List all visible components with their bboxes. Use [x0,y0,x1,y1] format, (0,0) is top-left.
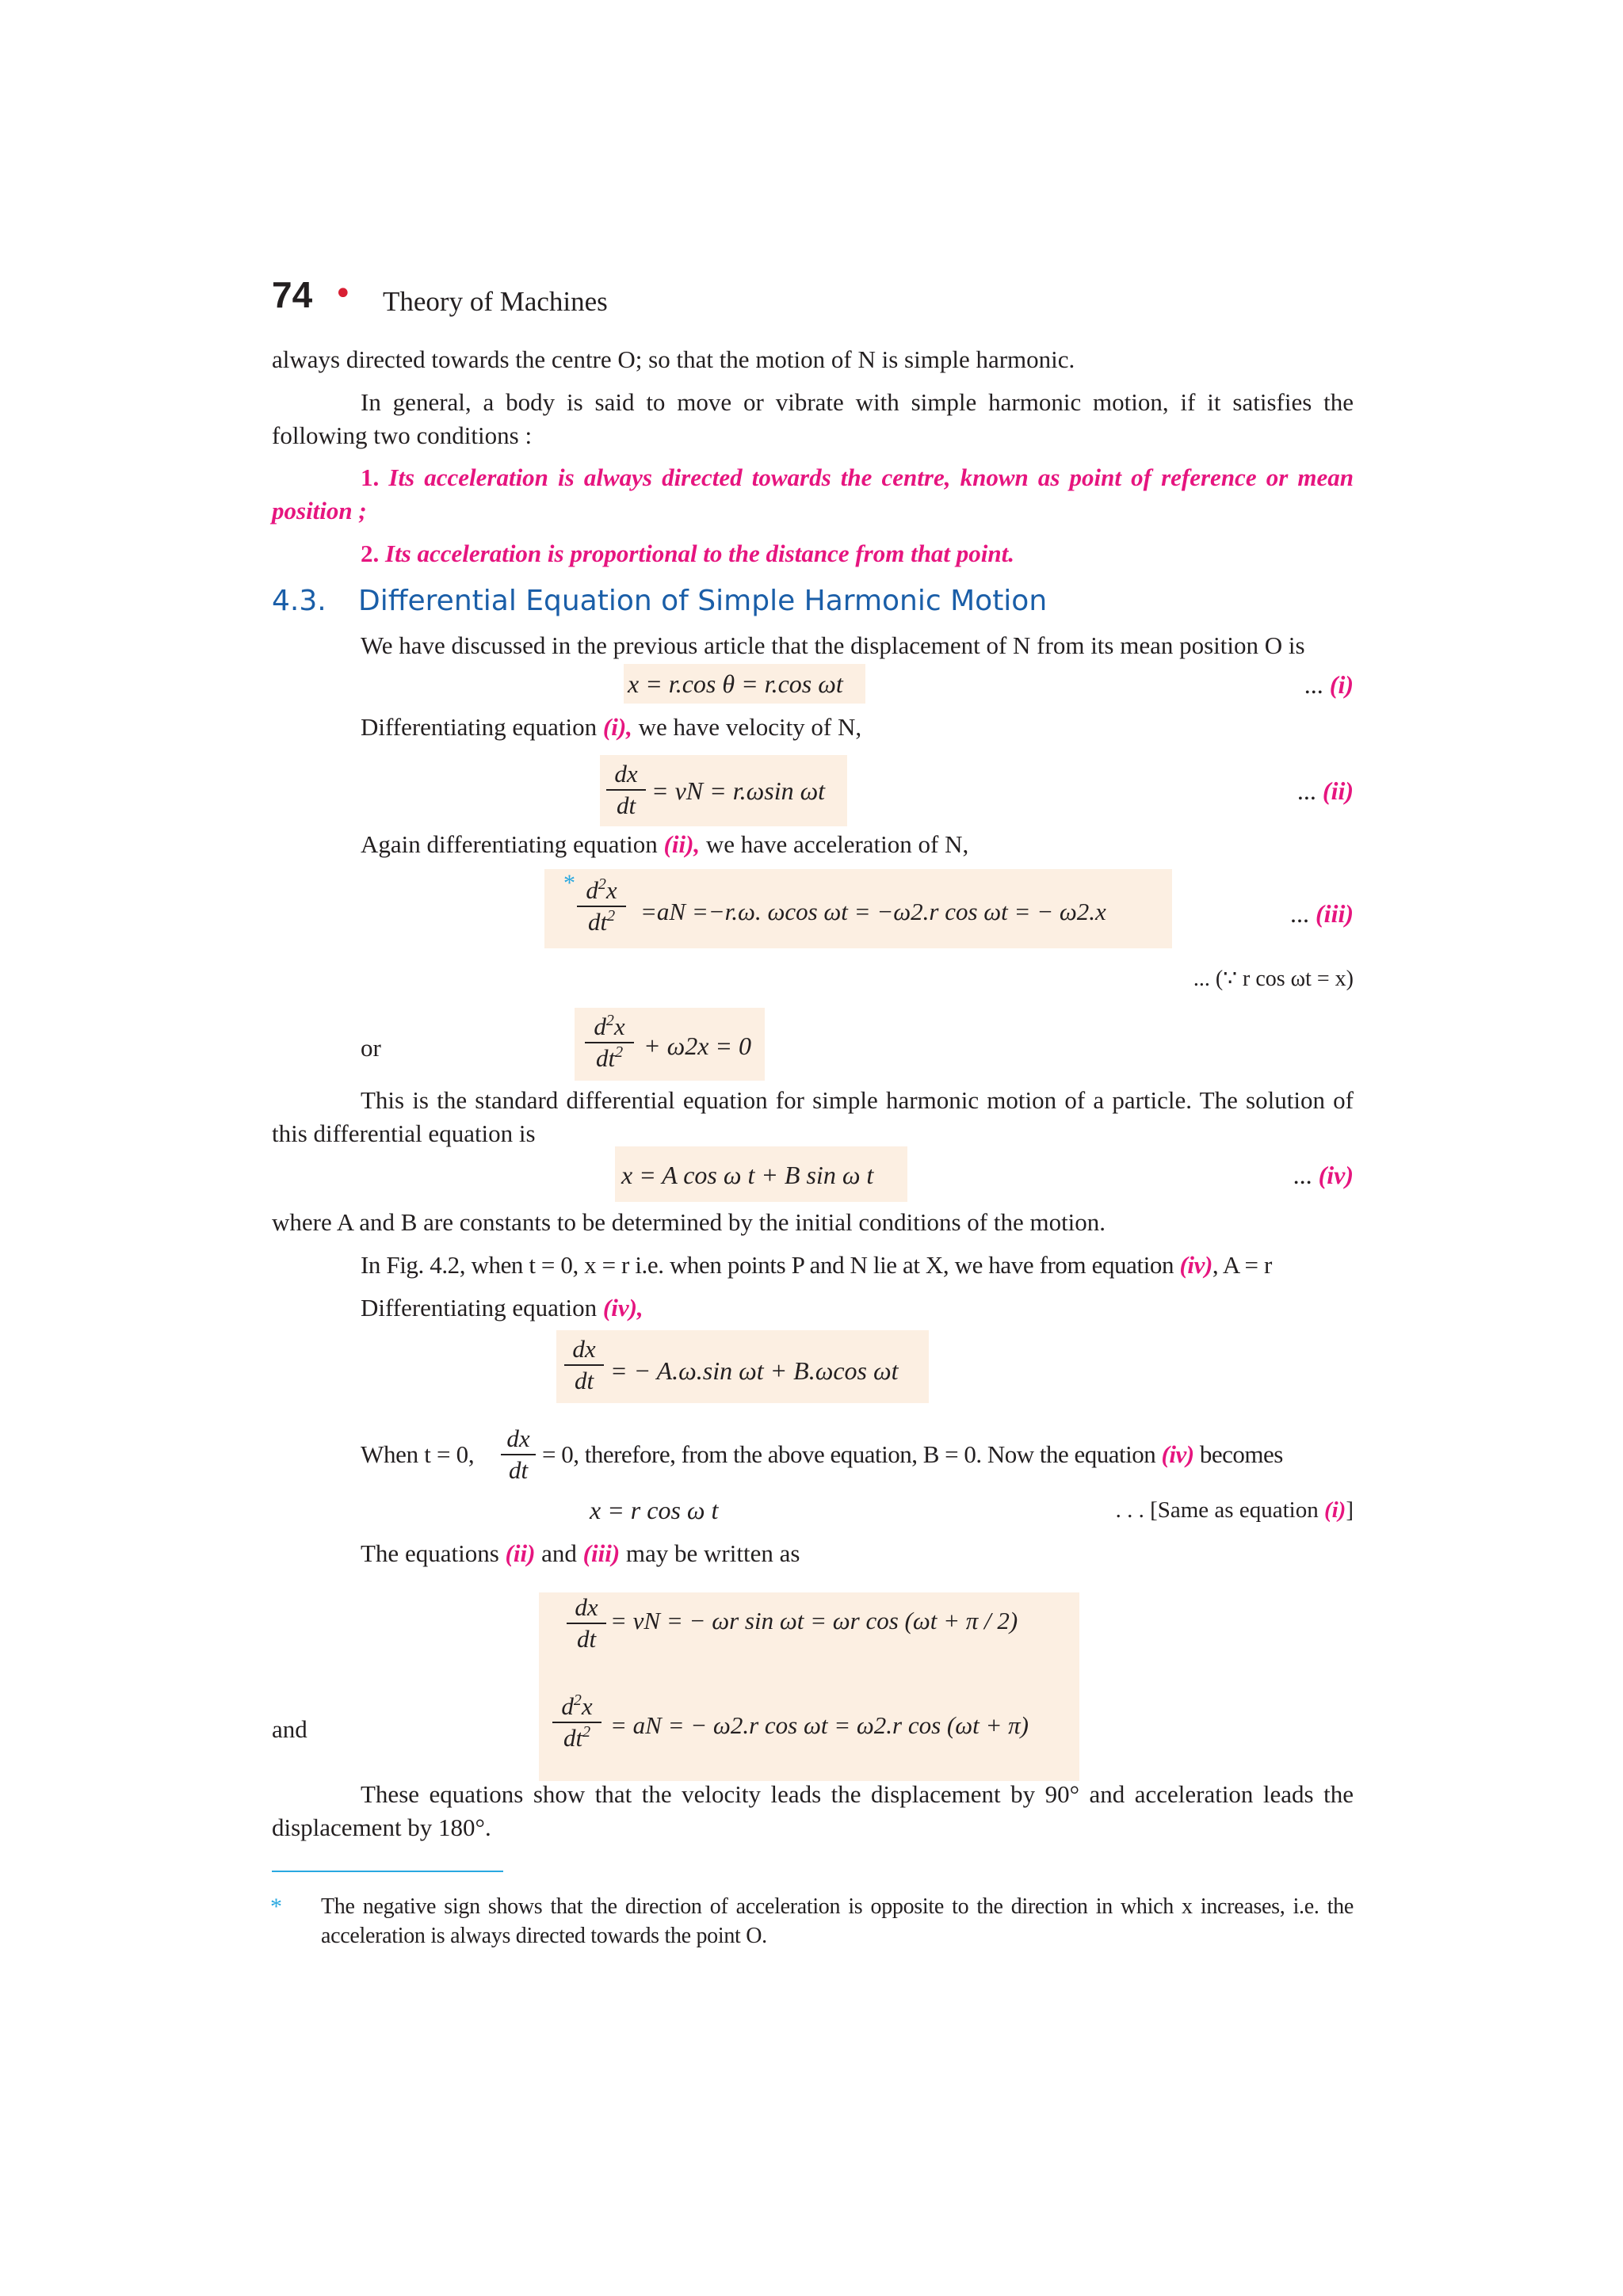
text: , A = r [1212,1251,1272,1279]
paragraph-acceleration [361,828,1354,861]
condition-1-text: Its acceleration is always directed towards the centre, known as point of reference or mean position ; [272,463,1354,524]
equation-ref: (ii), [663,830,701,858]
tag-label: (iv) [1318,1161,1354,1189]
condition-1-number: 1. [361,463,380,491]
intro-line: always directed towards the centre O; so that the motion of N is simple harmonic. [272,345,1075,373]
paragraph-when [361,1440,474,1469]
and-label: and [272,1715,307,1743]
paragraph-when-rest [542,1440,1283,1469]
text: ] [1346,1497,1354,1523]
footnote-star: * [563,870,575,896]
section-title: Differential Equation of Simple Harmonic Motion [358,585,1048,617]
paragraph-conclusion: These equations show that the velocity leads the displacement by 90° and acceleration leads the displacement by 180°. [272,1780,1354,1841]
equation-ref: (i), [602,713,632,741]
intro-paragraph: In general, a body is said to move or vibrate with simple harmonic motion, if it satisfies the following two conditions : [272,388,1354,449]
paragraph-velocity [361,711,1354,744]
equation-8-rhs: = vN = − ωr sin ωt = ωr cos (ωt + π / 2) [610,1607,1018,1634]
tag-label: (iii) [1316,899,1354,928]
condition-2 [272,537,1354,570]
fraction-bar [564,1364,604,1366]
paragraph-displacement: We have discussed in the previous article that the displacement of N from its mean position O is [361,631,1305,659]
fraction-bar [585,1042,634,1043]
equation-ref: (ii) [505,1539,536,1567]
derivative-fraction: dx dt [564,1334,604,1396]
text: The equations [361,1539,506,1567]
paragraph-solution: This is the standard differential equation for simple harmonic motion of a particle. The solution of this differential equation is [272,1086,1354,1147]
text: we have acceleration of N, [700,830,969,858]
text: Again differentiating equation [361,830,664,858]
derivative-fraction [606,759,646,821]
equation-7: x = r cos ω t [590,1496,719,1524]
or-label: or [361,1034,381,1062]
equation-ref: (iv), [602,1294,643,1322]
text: In Fig. 4.2, when t = 0, x = r i.e. when points P and N lie at X, we have from equation [361,1251,1180,1279]
equation-6-rhs: = − A.ω.sin ωt + B.ωcos ωt [610,1356,899,1385]
because-note: ... (∵ r cos ωt = x) [1193,967,1354,991]
equation-4-rhs: + ω2x = 0 [643,1032,751,1060]
tag-label: (i) [1329,670,1354,699]
derivative-fraction: dx dt [567,1592,606,1654]
equation-ref: (i) [1323,1497,1346,1523]
derivative-fraction: dx dt [501,1424,536,1486]
equation-1-tag [1304,670,1354,700]
condition-1 [272,461,1354,528]
equation-7-note [1116,1497,1354,1524]
equation-2-rhs: = vN = r.ωsin ωt [651,776,826,805]
equation-ref: (iv) [1161,1440,1194,1468]
numerator: dx [614,760,638,788]
text: When t = 0, [361,1440,475,1468]
footnote-text: The negative sign shows that the direction of acceleration is opposite to the direction in which x increases, i.e. the acceleration is always directed towards the point O. [321,1894,1354,1948]
fraction-bar [567,1623,606,1624]
equation-2-tag: ... (ii) [1296,776,1354,805]
footnote-marker: * [270,1894,282,1920]
paragraph-written-as [361,1537,1354,1570]
paragraph-initial-conditions [361,1249,1354,1282]
section-number: 4.3. [272,585,327,617]
equation-9-rhs: = aN = − ω2.r cos ωt = ω2.r cos (ωt + π) [610,1711,1029,1739]
second-derivative-fraction: $d^2x$ $dt^2$ [577,875,626,937]
text: we have velocity of N, [632,713,862,741]
denominator: dt [616,791,636,819]
header-bullet: • [334,276,353,312]
second-derivative-fraction: $d^2x$ $dt^2$ [585,1012,634,1074]
equation-3-rhs: =aN =−r.ω. ωcos ωt = −ω2.r cos ωt = − ω2.x [640,898,1106,925]
text: = 0, therefore, from the above equation, B = 0. Now the equation [542,1440,1162,1468]
text: and [535,1539,583,1567]
text: may be written as [620,1539,800,1567]
equation-ref: (iv) [1179,1251,1212,1279]
tag-label: (ii) [1322,776,1354,805]
second-derivative-fraction: $d^2x$ $dt^2$ [552,1691,601,1753]
book-title: Theory of Machines [383,286,608,317]
paragraph-differentiating [361,1291,1354,1325]
text: . . . [Same as equation [1115,1497,1324,1523]
footnote-rule [272,1871,503,1872]
equation-3-tag: ... (iii) [1290,899,1354,928]
page-number: 74 [272,274,313,315]
fraction-bar [501,1454,536,1455]
equation-5-tag: ... (iv) [1293,1161,1354,1189]
tag-dots: ... [1304,670,1330,699]
equation-ref: (iii) [582,1539,621,1567]
text: becomes [1193,1440,1283,1468]
condition-2-number: 2. [361,540,380,567]
paragraph-constants: where A and B are constants to be determined by the initial conditions of the motion. [272,1208,1106,1236]
condition-2-text: Its acceleration is proportional to the distance from that point. [385,540,1015,567]
text: Differentiating equation [361,1294,603,1322]
text: Differentiating equation [361,713,603,741]
fraction-bar [606,789,646,791]
fraction-bar [552,1722,601,1723]
equation-1: x = r.cos θ = r.cos ωt [628,669,843,698]
equation-5: x = A cos ω t + B sin ω t [621,1161,874,1189]
fraction-bar [577,906,626,907]
